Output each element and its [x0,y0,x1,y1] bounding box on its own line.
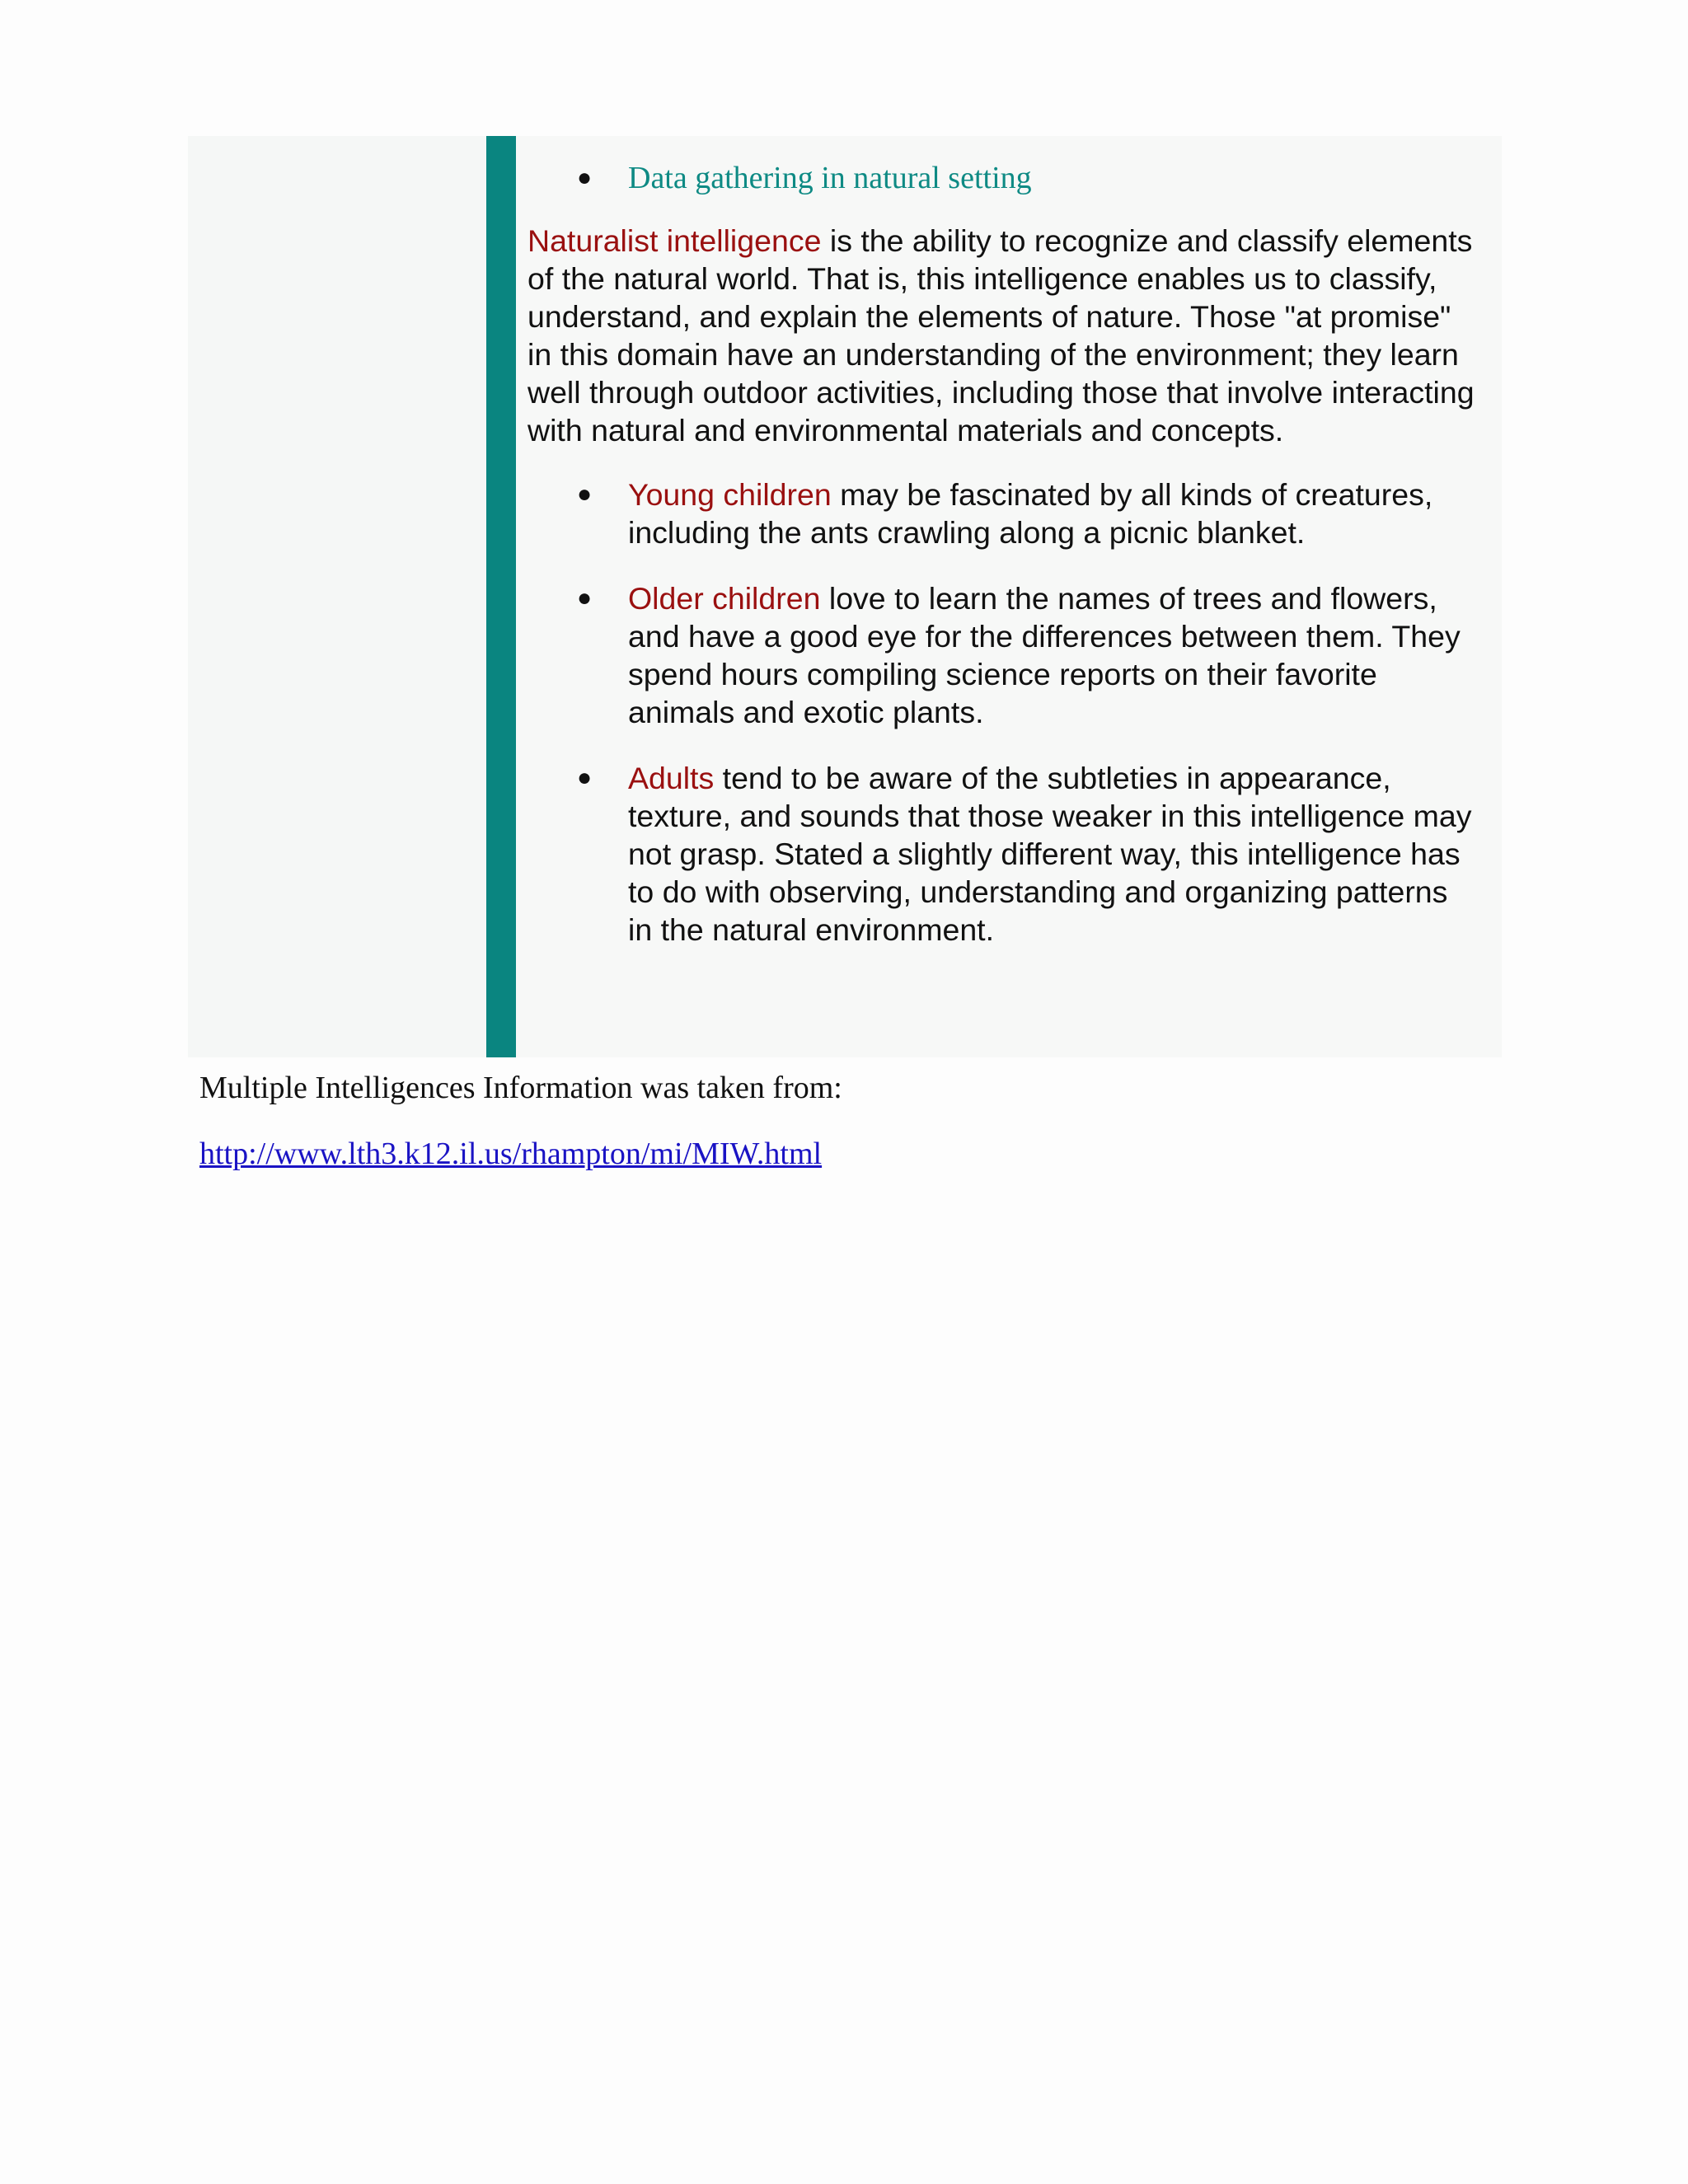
bullet-text: may be fascinated by all kinds of creatures, including the ants crawling along a picnic blanket. [628,477,1433,550]
bullet-text: tend to be aware of the subtleties in appearance, texture, and sounds that those weaker in this intelligence may not grasp. Stated a slightly different way, this intelligence has to do with observing, understanding and organizing patterns in the natural environment. [628,761,1472,947]
age-group-list [528,476,1475,949]
bullet-term: Older children [628,581,821,616]
bullet-icon: ● [577,164,593,191]
bullet-text: love to learn the names of trees and flowers, and have a good eye for the differences between them. They spend hours compiling science reports on their favorite animals and exotic plants. [628,581,1461,729]
bullet-term: Adults [628,761,715,795]
list-item [528,159,1475,197]
naturalist-intro-paragraph [528,222,1475,449]
source-link[interactable]: http://www.lth3.k12.il.us/rhampton/mi/MIW.html [199,1137,823,1171]
list-item [528,759,1475,949]
intro-term: Naturalist intelligence [528,223,822,258]
top-bullet-text: Data gathering in natural setting [628,161,1032,195]
bullet-term: Young children [628,477,832,512]
accent-bar [486,136,516,1057]
list-item [528,476,1475,551]
intro-text: is the ability to recognize and classify elements of the natural world. That is, this intelligence enables us to classify, understand, and explain the elements of nature. Those "at promise" in this domain have an understanding of the environment; they learn well through outdoor activities, including those that involve interacting with natural and environmental materials and concepts. [528,223,1475,448]
list-item [528,579,1475,731]
top-bullet-list [528,159,1475,197]
bullet-icon: ● [577,584,593,612]
content-panel [188,136,1502,1057]
bullet-icon: ● [577,480,593,508]
bullet-icon: ● [577,764,593,791]
panel-content [528,159,1475,977]
source-label: Multiple Intelligences Information was taken from: [199,1071,842,1105]
panel-left-margin [188,136,486,1057]
